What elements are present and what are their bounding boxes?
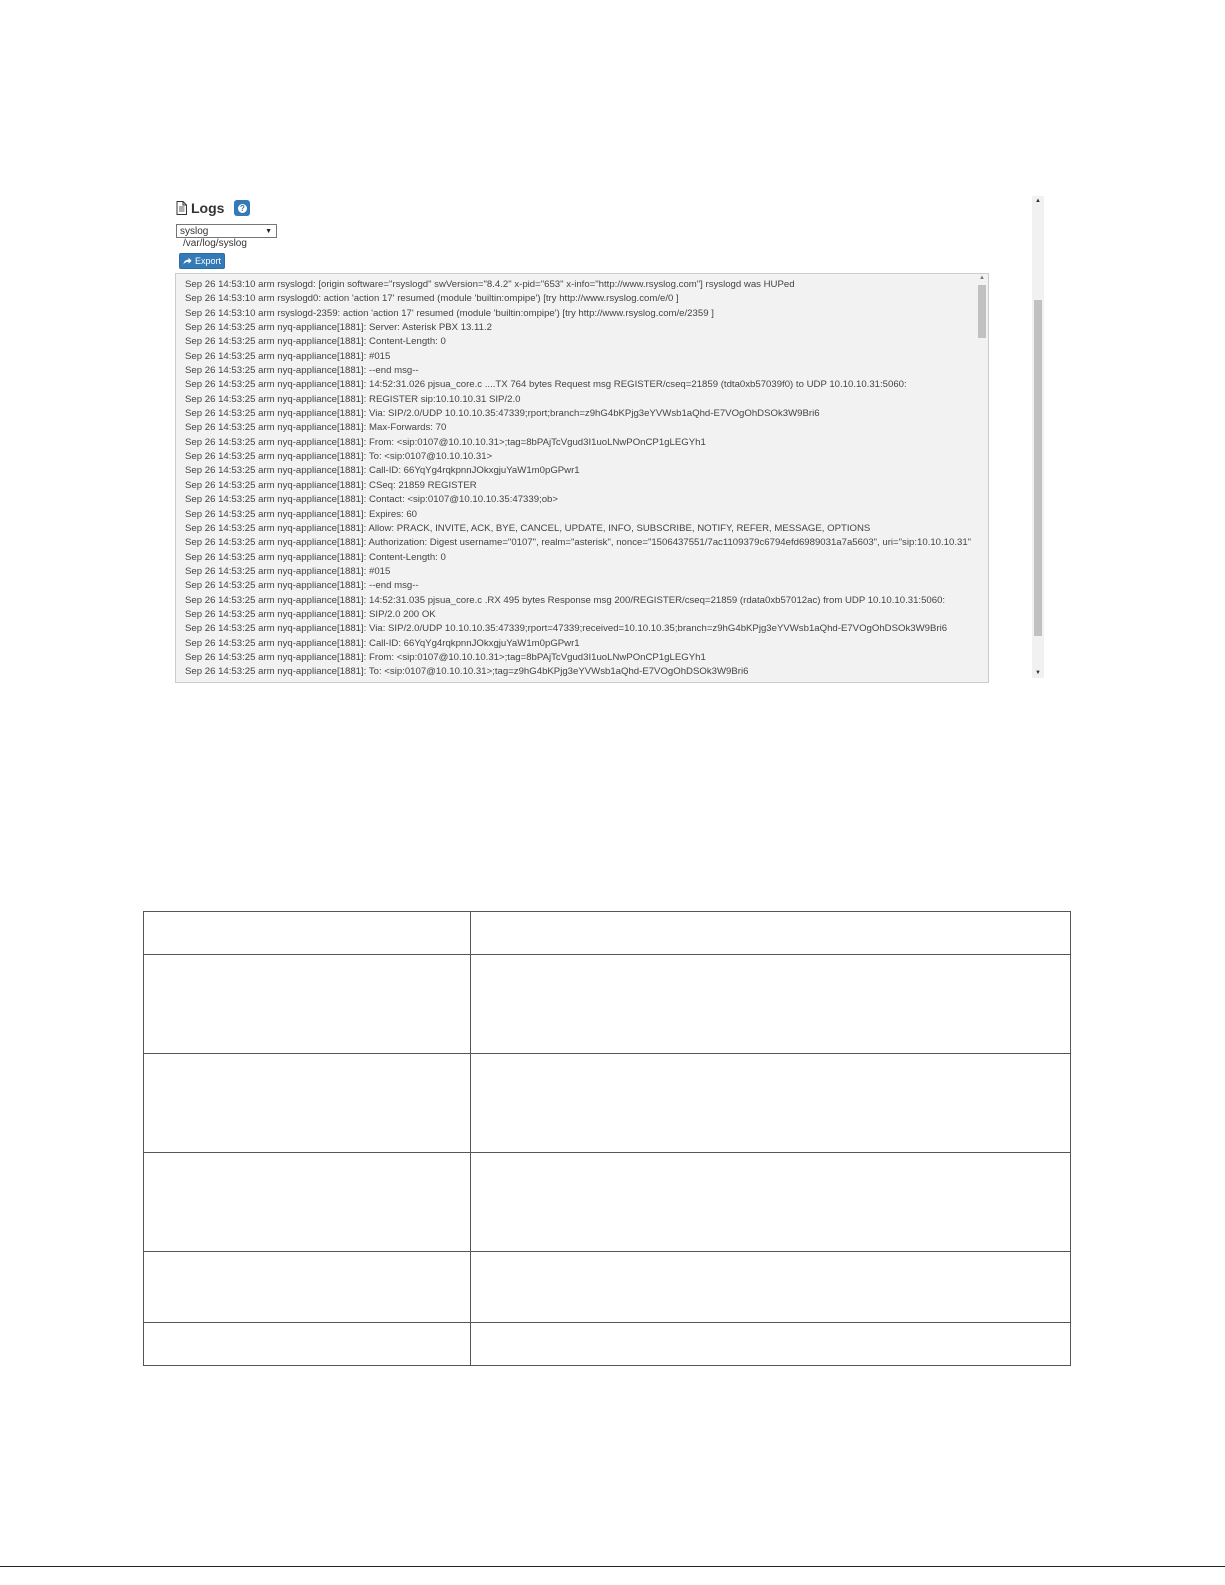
page-bottom-rule [0,1566,1225,1567]
logs-header [176,198,250,218]
table-cell [144,955,471,1054]
table-cell [144,912,471,955]
table-row [144,1054,1071,1153]
log-line: Sep 26 14:53:25 arm nyq-appliance[1881]: --end msg-- [185,580,419,592]
scroll-down-icon[interactable]: ▼ [1035,670,1041,676]
table-cell [144,1153,471,1252]
page-title: Logs [191,200,225,216]
table-row [144,912,1071,955]
table-row [144,1323,1071,1366]
log-line: Sep 26 14:53:25 arm nyq-appliance[1881]: Authorization: Digest username="0107", realm="asterisk", nonce="1506437551/7ac1109379c6794efd6989031a7a5603", uri="sip:10.10.10.31" [185,537,972,549]
page-scroll-thumb[interactable] [1034,300,1042,636]
log-line: Sep 26 14:53:25 arm nyq-appliance[1881]: --end msg-- [185,365,419,377]
log-line: Sep 26 14:53:25 arm nyq-appliance[1881]: Content-Length: 0 [185,336,446,348]
log-line: Sep 26 14:53:25 arm nyq-appliance[1881]: Via: SIP/2.0/UDP 10.10.10.35:47339;rport;branch=z9hG4bKPjg3eYVWsb1aQhd-E7VOgOhDSOk3W9Bri6 [185,408,820,420]
log-source-select[interactable] [176,224,277,238]
log-line: Sep 26 14:53:25 arm nyq-appliance[1881]: Content-Length: 0 [185,551,446,563]
table-cell [144,1323,471,1366]
log-source-select-value: syslog [180,226,209,237]
table-cell [470,1323,1070,1366]
export-button[interactable] [179,253,225,269]
log-lines [185,278,977,680]
log-output-scrollbar[interactable] [976,274,988,682]
export-button-label: Export [194,256,221,266]
log-line: Sep 26 14:53:25 arm nyq-appliance[1881]: Contact: <sip:0107@10.10.10.35:47339;ob> [185,494,558,506]
empty-table [143,911,1071,1366]
table-cell [144,1054,471,1153]
question-circle-icon: ? [238,204,247,213]
log-line: Sep 26 14:53:25 arm nyq-appliance[1881]: 14:52:31.026 pjsua_core.c ....TX 764 bytes Request msg REGISTER/cseq=21859 (tdta0xb57039f0) to UDP 10.10.10.31:5060: [185,379,907,391]
log-output[interactable] [175,273,989,683]
log-line: Sep 26 14:53:25 arm nyq-appliance[1881]: CSeq: 21859 REGISTER [185,479,477,491]
table-cell [470,1054,1070,1153]
log-line: Sep 26 14:53:25 arm nyq-appliance[1881]: To: <sip:0107@10.10.10.31>;tag=z9hG4bKPjg3eYVWsb1aQhd-E7VOgOhDSOk3W9Bri6 [185,666,749,678]
log-line: Sep 26 14:53:25 arm nyq-appliance[1881]: From: <sip:0107@10.10.10.31>;tag=8bPAjTcVgud3I1uoLNwPOnCP1gLEGYh1 [185,651,706,663]
log-line: Sep 26 14:53:25 arm nyq-appliance[1881]: Expires: 60 [185,508,418,520]
table-cell [470,1252,1070,1323]
log-line: Sep 26 14:53:25 arm nyq-appliance[1881]: Call-ID: 66YqYg4rqkpnnJOkxgjuYaW1m0pGPwr1 [185,637,580,649]
table-row [144,1252,1071,1323]
log-line: Sep 26 14:53:10 arm rsyslogd-2359: action 'action 17' resumed (module 'builtin:ompipe') [try http://www.rsyslog.com/e/2359 ] [185,307,714,319]
log-line: Sep 26 14:53:25 arm nyq-appliance[1881]: Via: SIP/2.0/UDP 10.10.10.35:47339;rport=47339;received=10.10.10.35;branch=z9hG4bKPjg3eYVWsb1aQhd-E7VOgOhDSOk3W9Bri6 [185,623,948,635]
help-button[interactable] [234,200,250,216]
log-file-path: /var/log/syslog [183,238,247,249]
file-text-icon [176,201,187,215]
log-line: Sep 26 14:53:10 arm rsyslogd: [origin software="rsyslogd" swVersion="8.4.2" x-pid="653" x-info="http://www.rsyslog.com"] rsyslogd was HUPed [185,279,795,290]
table-cell [470,1153,1070,1252]
dropdown-arrow-icon: ▼ [265,228,272,235]
table-cell [470,955,1070,1054]
table-cell [470,912,1070,955]
log-line: Sep 26 14:53:25 arm nyq-appliance[1881]: REGISTER sip:10.10.10.31 SIP/2.0 [185,393,521,405]
table-cell [144,1252,471,1323]
table-row [144,955,1071,1054]
share-arrow-icon [183,257,192,265]
log-line: Sep 26 14:53:25 arm nyq-appliance[1881]: Server: Asterisk PBX 13.11.2 [185,322,493,334]
logs-panel [172,196,1055,685]
log-line: Sep 26 14:53:25 arm nyq-appliance[1881]: Call-ID: 66YqYg4rqkpnnJOkxgjuYaW1m0pGPwr1 [185,465,580,477]
scroll-up-icon[interactable]: ▲ [1035,198,1041,204]
table-row [144,1153,1071,1252]
log-line: Sep 26 14:53:25 arm nyq-appliance[1881]: To: <sip:0107@10.10.10.31> [185,451,493,463]
log-line: Sep 26 14:53:25 arm nyq-appliance[1881]: #015 [185,350,391,362]
log-line: Sep 26 14:53:25 arm nyq-appliance[1881]: Max-Forwards: 70 [185,422,447,434]
log-line: Sep 26 14:53:25 arm nyq-appliance[1881]: 14:52:31.035 pjsua_core.c .RX 495 bytes Response msg 200/REGISTER/cseq=21859 (rdata0xb57012ac) from UDP 10.10.10.31:5060: [185,594,946,606]
log-line: Sep 26 14:53:25 arm nyq-appliance[1881]: Allow: PRACK, INVITE, ACK, BYE, CANCEL, UPDATE, INFO, SUBSCRIBE, NOTIFY, REFER, MESSAGE, OPTIONS [185,522,871,534]
log-line: Sep 26 14:53:25 arm nyq-appliance[1881]: SIP/2.0 200 OK [185,608,436,620]
log-line: Sep 26 14:53:25 arm nyq-appliance[1881]: From: <sip:0107@10.10.10.31>;tag=8bPAjTcVgud3I1uoLNwPOnCP1gLEGYh1 [185,436,706,448]
page-scrollbar[interactable] [1032,196,1044,678]
log-line: Sep 26 14:53:10 arm rsyslogd0: action 'action 17' resumed (module 'builtin:ompipe') [try http://www.rsyslog.com/e/0 ] [185,293,679,305]
log-output-scroll-thumb[interactable] [978,285,986,338]
scroll-up-icon[interactable]: ▲ [979,275,985,281]
log-line: Sep 26 14:53:25 arm nyq-appliance[1881]: #015 [185,565,391,577]
